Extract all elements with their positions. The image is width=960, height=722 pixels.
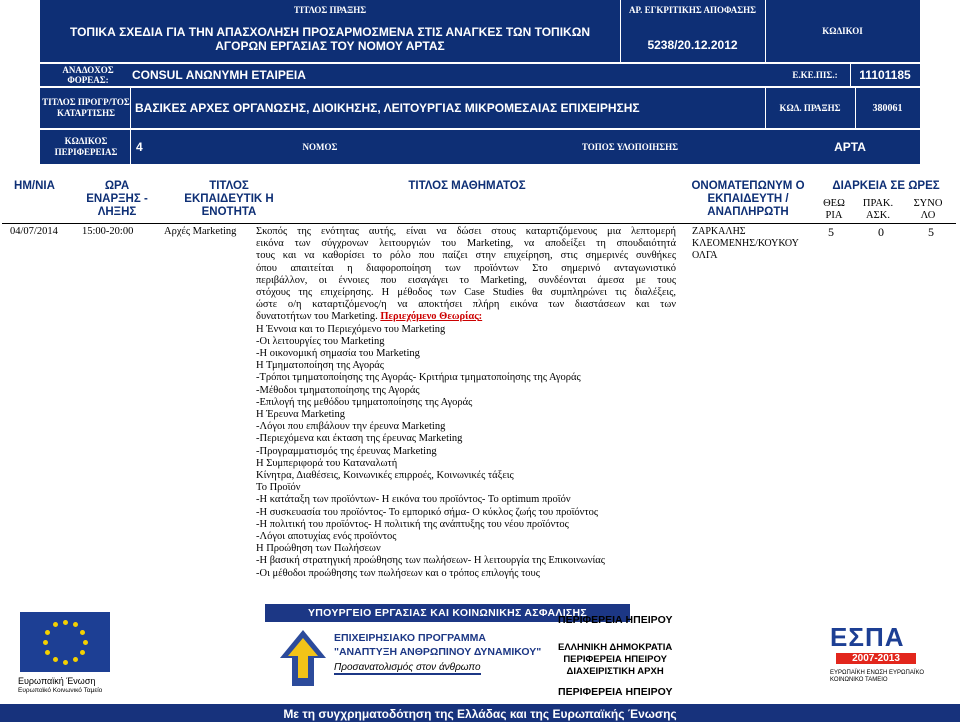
eu-caption-2: Ευρωπαϊκό Κοινωνικό Ταμείο (18, 687, 103, 694)
lesson-items (256, 324, 676, 580)
location-label: ΤΟΠΟΣ ΥΛΟΠΟΙΗΣΗΣ (581, 142, 679, 152)
action-code-label: ΚΩΔ. ΠΡΑΞΗΣ (779, 103, 841, 113)
header-block-title (40, 0, 920, 62)
eu-star-icon (83, 640, 88, 645)
cell-unit: Αρχές Marketing (164, 226, 237, 237)
content-item: Κίνητρα, Διαθέσεις, Κοινωνικές επιρροές, Κοινωνικές τάξεις (256, 470, 514, 482)
eu-caption-1: Ευρωπαϊκή Ένωση (18, 676, 96, 686)
intro-line: τους και να καθορίσει το ρόλο που παίζει στην επιχείρηση, στις σημερινές συνθήκες (256, 250, 676, 262)
col-header-trainer: ΟΝΟΜΑΤΕΠΩΝΥΜ Ο ΕΚΠΑΙΔΕΥΤΗ / ΑΝΑΠΛΗΡΩΤΗ (691, 180, 805, 218)
content-item: Η Τμηματοποίηση της Αγοράς (256, 360, 384, 372)
eu-star-icon (53, 657, 58, 662)
content-item: -Η συσκευασία του προϊόντος- Το εμπορικό σήμα- Ο κύκλος ζωής του προϊόντος (256, 506, 599, 518)
content-item: -Επιλογή της μεθόδου τμηματοποίησης της Αγοράς (256, 396, 473, 408)
eu-star-icon (80, 630, 85, 635)
col-header-time: ΩΡΑ ΕΝΑΡΞΗΣ - ΛΗΞΗΣ (86, 180, 148, 218)
content-item: -Η κατάταξη των προϊόντων- Η εικόνα του προϊόντος- Το optimum προϊόν (256, 494, 571, 506)
cell-lesson-content (256, 226, 676, 580)
action-code-value: 380061 (872, 102, 903, 114)
content-item: -Η οικονομική σημασία του Marketing (256, 348, 420, 360)
intro-last-line: δυνατοτήτων του Marketing. Περιεχόμενο Θεωρίας: (256, 311, 483, 323)
content-label: Περιεχόμενο Θεωρίας: (380, 311, 483, 323)
cell-practice: 0 (878, 225, 884, 239)
content-item: Η Συμπεριφορά του Καταναλωτή (256, 457, 398, 469)
decision-label: ΑΡ. ΕΓΚΡΙΤΙΚΗΣ ΑΠΟΦΑΣΗΣ (628, 5, 756, 15)
content-item: -Η πολιτική του προϊόντος- Η πολιτική της ανάπτυξης του νέου προϊόντος (256, 518, 569, 530)
eu-star-icon (63, 660, 68, 665)
program-label: ΤΙΤΛΟΣ ΠΡΟΓΡ/ΤΟΣ ΚΑΤΑΡΤΙΣΗΣ (42, 97, 130, 118)
program-arrow-icon (278, 628, 328, 688)
title-value: ΤΟΠΙΚΑ ΣΧΕΔΙΑ ΓΙΑ ΤΗΝ ΑΠΑΣΧΟΛΗΣΗ ΠΡΟΣΑΡΜΟΣΜΕΝΑ ΣΤΙΣ ΑΝΑΓΚΕΣ ΤΩΝ ΤΟΠΙΚΩΝ ΑΓΟΡΩΝ ΕΡΓΑΣΙΑΣ ΤΟΥ ΝΟΜΟΥ ΑΡΤΑΣ (69, 25, 591, 53)
eu-star-icon (73, 622, 78, 627)
prefecture-label: ΝΟΜΟΣ (302, 142, 338, 152)
program-logo (278, 626, 548, 690)
content-item: -Οι μέθοδοι προώθησης των πωλήσεων και ο τρόπος επιλογής τους (256, 567, 540, 579)
col-header-date: ΗΜ/ΝΙΑ (14, 180, 55, 192)
region-text-2: ΕΛΛΗΝΙΚΗ ΔΗΜΟΚΡΑΤΙΑ ΠΕΡΙΦΕΡΕΙΑ ΗΠΕΙΡΟΥ ΔΙΑΧΕΙΡΙΣΤΙΚΗ ΑΡΧΗ (558, 642, 673, 677)
eu-star-icon (80, 650, 85, 655)
cell-total: 5 (928, 225, 934, 239)
content-item: -Οι λειτουργίες του Marketing (256, 335, 385, 347)
intro-line: Σκοπός της ενότητας αυτής, είναι να δώσει στους καταρτιζόμενους μια λεπτομερή (256, 226, 676, 237)
intro-line: περιβάλλον, οι έννοιες που εισαγάγει το Marketing, συνδέονται άμεσα με τους (256, 274, 676, 286)
col-header-lesson: ΤΙΤΛΟΣ ΜΑΘΗΜΑΤΟΣ (408, 180, 526, 192)
footer-logos (0, 602, 960, 722)
kepis-label: Ε.ΚΕ.ΠΙΣ.: (792, 70, 838, 80)
ministry-banner: ΥΠΟΥΡΓΕΙΟ ΕΡΓΑΣΙΑΣ ΚΑΙ ΚΟΙΝΩΝΙΚΗΣ ΑΣΦΑΛΙΣΗΣ (265, 604, 630, 622)
eu-star-icon (63, 620, 68, 625)
col-header-duration (816, 180, 956, 224)
decision-value: 5238/20.12.2012 (647, 38, 738, 52)
region-text-3: ΠΕΡΙΦΕΡΕΙΑ ΗΠΕΙΡΟΥ (558, 686, 673, 698)
col-header-theory: ΘΕΩ ΡΙΑ (823, 198, 845, 221)
col-header-total: ΣΥΝΟ ΛΟ (913, 198, 943, 221)
eu-star-icon (73, 657, 78, 662)
header-block-location (40, 130, 920, 164)
intro-line: όπου απαιτείται η διαφοροποίηση των προϊόντων Στο σημερινό ανταγωνιστικό (256, 262, 676, 274)
cell-time: 15:00-20:00 (82, 226, 134, 237)
intro-line: στόχους της επιχείρησης. Η μέθοδος των Case Studies θα συμπληρώνει τις διαλέξεις, (256, 287, 676, 299)
eu-star-icon (53, 622, 58, 627)
cell-theory: 5 (828, 225, 834, 239)
intro-line: εικόνα των σύγχρονων λειτουργιών του Marketing, να αποδείξει τη σπουδαιότητά (256, 238, 676, 250)
content-item: -Λόγοι που επιβάλουν την έρευνα Marketing (256, 421, 446, 433)
eu-star-icon (45, 630, 50, 635)
body-value: CONSUL ΑΝΩΝΥΜΗ ΕΤΑΙΡΕΙΑ (132, 68, 306, 82)
eu-star-icon (43, 640, 48, 645)
program-line-1: ΕΠΙΧΕΙΡΗΣΙΑΚΟ ΠΡΟΓΡΑΜΜΑ (334, 632, 486, 644)
content-item: Η Έρευνα Marketing (256, 409, 345, 421)
content-item: -Λόγοι αποτυχίας ενός προϊόντος (256, 531, 397, 543)
espa-tagline: ΕΥΡΩΠΑΪΚΗ ΕΝΩΣΗ ΕΥΡΩΠΑΪΚΟ ΚΟΙΝΩΝΙΚΟ ΤΑΜΕΙΟ (830, 670, 925, 683)
col-header-unit: ΤΙΤΛΟΣ ΕΚΠΑΙΔΕΥΤΙΚ Η ΕΝΟΤΗΤΑ (184, 180, 274, 218)
intro-line: ώστε ο/η καταρτιζόμενος/η να αποκτήσει πλήρη εικόνα των διαστάσεων και των (256, 299, 676, 311)
program-value: ΒΑΣΙΚΕΣ ΑΡΧΕΣ ΟΡΓΑΝΩΣΗΣ, ΔΙΟΙΚΗΣΗΣ, ΛΕΙΤΟΥΡΓΙΑΣ ΜΙΚΡΟΜΕΣΑΙΑΣ ΕΠΙΧΕΙΡΗΣΗΣ (135, 101, 640, 115)
header-block-program (40, 88, 920, 128)
content-item: -Περιεχόμενα και έκταση της έρευνας Marketing (256, 433, 463, 445)
eu-flag-icon (20, 612, 110, 672)
content-item: Το Προϊόν (256, 482, 301, 494)
espa-logo (830, 622, 940, 702)
location-value: ΑΡΤΑ (834, 140, 866, 154)
content-item: -Προγραμματισμός της έρευνας Marketing (256, 445, 437, 457)
col-header-practice: ΠΡΑΚ. ΑΣΚ. (862, 198, 894, 221)
content-item: -Μέθοδοι τμηματοποίησης της Αγοράς (256, 384, 420, 396)
cell-trainer: ΖΑΡΚΑΛΗΣ ΚΛΕΟΜΕΝΗΣ/ΚΟΥΚΟΥ ΟΛΓΑ (692, 226, 799, 261)
codes-label: ΚΩΔΙΚΟΙ (822, 26, 863, 36)
content-item: -Η βασική στρατηγική προώθησης των πωλήσεων- Η λειτουργία της Επικοινωνίας (256, 555, 605, 567)
title-label: ΤΙΤΛΟΣ ΠΡΑΞΗΣ (293, 5, 367, 15)
content-item: Η Προώθηση των Πωλήσεων (256, 543, 381, 555)
content-item: -Τρόποι τμηματοποίησης της Αγοράς- Κριτήρια τμηματοποίησης της Αγοράς (256, 372, 581, 384)
espa-name: ΕΣΠΑ (830, 622, 905, 652)
header-block-body (40, 64, 920, 86)
content-item: Η Έννοια και το Περιεχόμενο του Marketing (256, 323, 446, 335)
lesson-intro (256, 226, 676, 311)
region-code-value: 4 (136, 140, 143, 154)
espa-years: 2007-2013 (836, 653, 916, 664)
program-line-2: "ΑΝΑΠΤΥΞΗ ΑΝΘΡΩΠΙΝΟΥ ΔΥΝΑΜΙΚΟΥ" (334, 646, 542, 658)
program-slogan: Προσανατολισμός στον άνθρωπο (334, 662, 481, 673)
eu-star-icon (45, 650, 50, 655)
duration-label: ΔΙΑΡΚΕΙΑ ΣΕ ΩΡΕΣ (832, 180, 940, 192)
region-code-label: ΚΩΔΙΚΟΣ ΠΕΡΙΦΕΡΕΙΑΣ (54, 136, 118, 157)
region-text-1: ΠΕΡΙΦΕΡΕΙΑ ΗΠΕΙΡΟΥ (558, 614, 673, 626)
cofund-band: Με τη συγχρηματοδότηση της Ελλάδας και της Ευρωπαϊκής Ένωσης (0, 704, 960, 722)
body-label: ΑΝΑΔΟΧΟΣ ΦΟΡΕΑΣ: (62, 65, 114, 85)
kepis-value: 11101185 (859, 68, 911, 82)
cell-date: 04/07/2014 (10, 226, 58, 237)
